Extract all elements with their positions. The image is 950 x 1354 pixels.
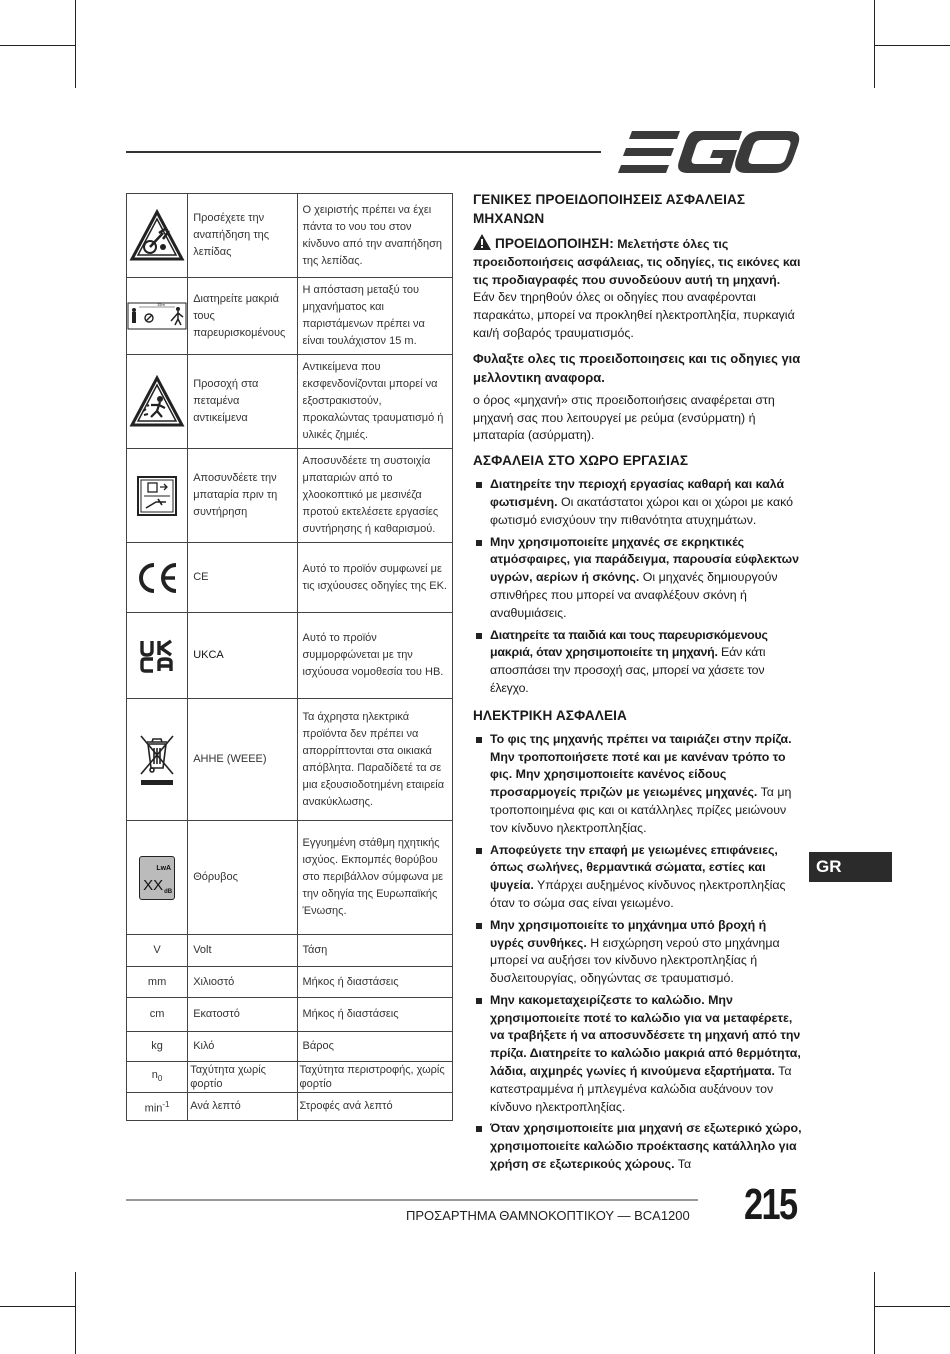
item-text: Τα μη τροποποιημένα φις και οι κατάλληλες πρίζες μειώνουν τον κίνδυνο ηλεκτροπληξίας. bbox=[490, 785, 792, 835]
ce-mark-icon bbox=[135, 561, 179, 595]
noise-label-top: LwA bbox=[156, 864, 172, 872]
safety-text-column bbox=[473, 190, 803, 1180]
unit-meaning: Μήκος ή διαστάσεις bbox=[297, 998, 452, 1032]
bullet-square-icon bbox=[476, 1126, 482, 1132]
heading-electrical-safety: ΗΛΕΚΤΡΙΚΗ ΑΣΦΑΛΕΙΑ bbox=[473, 707, 627, 723]
unit-name: Ταχύτητα χωρίς φορτίο bbox=[188, 1062, 297, 1093]
symbol-meaning: CE bbox=[188, 543, 297, 613]
work-area-list bbox=[473, 476, 803, 698]
symbol-description: Ο χειριστής πρέπει να έχει πάντα το νου του στον κίνδυνο από την αναπήδηση της λεπίδας. bbox=[297, 194, 452, 278]
unit-name: Χιλιοστό bbox=[188, 967, 297, 998]
distance-label: 15m bbox=[157, 302, 165, 307]
table-row bbox=[127, 1062, 453, 1093]
bullet-square-icon bbox=[476, 923, 482, 929]
symbol-description: Αποσυνδέετε τη συστοιχία μπαταριών από το χλοοκοπτικό με μεσινέζα προτού εκτελέσετε εργασίες συντήρησης ή καθαρισμού. bbox=[297, 449, 452, 543]
unit-meaning: Τάση bbox=[297, 935, 452, 967]
unit-symbol: mm bbox=[127, 967, 188, 998]
symbol-meaning: Αποσυνδέετε την μπαταρία πριν τη συντήρηση bbox=[188, 449, 297, 543]
bullet-square-icon bbox=[476, 482, 482, 488]
table-row bbox=[127, 355, 453, 449]
warning-text: Εάν δεν τηρηθούν όλες οι οδηγίες που αναφέρονται παρακάτω, μπορεί να προκληθεί ηλεκτροπληξία, πυρκαγιά και/ή σοβαρός τραυματισμός. bbox=[473, 290, 795, 340]
weee-bin-icon bbox=[138, 732, 176, 788]
item-text: Η εισχώρηση νερού στο μηχάνημα μπορεί να αυξήσει τον κίνδυνο ηλεκτροπληξίας ή δυσλειτουργίας, οδηγώντας σε τραυματισμό. bbox=[490, 935, 780, 986]
unit-symbol-main: n bbox=[151, 1068, 158, 1081]
table-row bbox=[127, 613, 453, 699]
table-cell-icon bbox=[127, 194, 188, 278]
list-item bbox=[473, 1120, 803, 1173]
list-item bbox=[473, 917, 803, 988]
table-cell-icon bbox=[127, 449, 188, 543]
blade-kickback-warning-icon bbox=[129, 209, 185, 263]
crop-mark bbox=[874, 1272, 875, 1354]
warning-paragraph bbox=[473, 234, 803, 343]
keep-bystanders-away-icon bbox=[127, 301, 187, 331]
list-item bbox=[473, 731, 803, 838]
item-text: Υπάρχει αυξημένος κίνδυνος ηλεκτροπληξίας όταν το σώμα σας είναι γειωμένο. bbox=[490, 878, 786, 910]
table-row bbox=[127, 998, 453, 1032]
table-cell-icon bbox=[127, 699, 188, 821]
item-bold: Μην χρησιμοποιείτε μηχανές σε εκρηκτικές ατμόσφαιρες, για παράδειγμα, παρουσία εύφλεκτων υγρών, αερίων ή σκόνης. bbox=[490, 534, 800, 585]
unit-symbol-main: min bbox=[144, 1102, 163, 1115]
table-cell-icon bbox=[127, 543, 188, 613]
symbol-description: Εγγυημένη στάθμη ηχητικής ισχύος. Εκπομπές θορύβου στο περιβάλλον σύμφωνα με την οδηγία της Ευρωπαϊκής Ένωσης. bbox=[297, 821, 452, 935]
language-tab: GR bbox=[809, 852, 892, 882]
symbols-table bbox=[126, 193, 453, 1121]
symbol-description: Τα άχρηστα ηλεκτρικά προϊόντα δεν πρέπει να απορρίπτονται στα οικιακά απόβλητα. Παραδίδετέ τα σε μια εξουσιοδοτημένη εταιρεία ανακύκλωσης. bbox=[297, 699, 452, 821]
table-row bbox=[127, 194, 453, 278]
unit-name: Κιλό bbox=[188, 1032, 297, 1062]
table-row bbox=[127, 1093, 453, 1121]
ego-logo bbox=[618, 131, 800, 173]
crop-mark bbox=[75, 1272, 76, 1354]
symbol-meaning: Θόρυβος bbox=[188, 821, 297, 935]
table-row bbox=[127, 1032, 453, 1062]
item-text: Εάν κάτι αποσπάσει την προσοχή σας, μπορεί να χάσετε τον έλεγχο. bbox=[490, 645, 766, 695]
crop-mark bbox=[874, 1306, 950, 1307]
unit-meaning: Μήκος ή διαστάσεις bbox=[297, 967, 452, 998]
list-item bbox=[473, 627, 803, 698]
symbol-description: Αντικείμενα που εκσφενδονίζονται μπορεί να εξοστρακιστούν, προκαλώντας τραυματισμό ή υλικές ζημιές. bbox=[297, 355, 452, 449]
item-bold: Μην χρησιμοποιείτε το μηχάνημα υπό βροχή ή υγρές συνθήκες. bbox=[490, 917, 767, 950]
noise-level-icon bbox=[139, 856, 175, 900]
unit-symbol-sup: -1 bbox=[162, 1099, 170, 1109]
table-row bbox=[127, 821, 453, 935]
list-item bbox=[473, 534, 803, 623]
unit-meaning: Ταχύτητα περιστροφής, χωρίς φορτίο bbox=[297, 1062, 452, 1093]
thrown-objects-warning-icon bbox=[129, 375, 185, 429]
item-text: Οι μηχανές δημιουργούν σπινθήρες που μπορεί να αναφλέξουν σκόνη ή αναθυμιάσεις. bbox=[490, 570, 778, 620]
item-text: Οι ακατάστατοι χώροι και οι χώροι με κακό φωτισμό ενισχύουν την πιθανότητα ατυχημάτων. bbox=[490, 494, 794, 527]
noise-label-unit: dB bbox=[164, 888, 173, 895]
table-row bbox=[127, 449, 453, 543]
table-cell-icon bbox=[127, 821, 188, 935]
crop-mark bbox=[75, 0, 76, 88]
symbol-meaning: Προσέχετε την αναπήδηση της λεπίδας bbox=[188, 194, 297, 278]
noise-label-value: XX bbox=[143, 876, 164, 894]
list-item bbox=[473, 992, 803, 1117]
item-bold: Όταν χρησιμοποιείτε μια μηχανή σε εξωτερικό χώρο, χρησιμοποιείτε καλώδιο προέκτασης κατάλληλο για χρήση σε εξωτερικούς χώρους. bbox=[490, 1121, 802, 1172]
table-row bbox=[127, 967, 453, 998]
bullet-square-icon bbox=[476, 998, 482, 1004]
item-bold: Το φις της μηχανής πρέπει να ταιριάζει στην πρίζα. Μην τροποποιήσετε ποτέ και με κανέναν τρόπο το φις. Μην χρησιμοποιείτε κανένος είδους προσαρμογείς πριζών με γειωμένες μηχανές. bbox=[490, 731, 792, 800]
table-row bbox=[127, 278, 453, 355]
unit-name: Εκατοστό bbox=[188, 998, 297, 1032]
unit-name: Ανά λεπτό bbox=[188, 1093, 297, 1121]
crop-mark bbox=[0, 45, 75, 46]
crop-mark bbox=[874, 45, 950, 46]
item-bold: Μην κακομεταχειρίζεστε το καλώδιο. Μην χρησιμοποιείτε ποτέ το καλώδιο για να μεταφέρετε, να τραβήξετε ή να αποσυνδέσετε τη μηχανή από την πρίζα. Διατηρείτε το καλώδιο μακριά από θερμότητα, λάδια, αιχμηρές γωνίες ή κινούμενα εξαρτήματα. bbox=[490, 992, 801, 1079]
symbol-meaning: Προσοχή στα πεταμένα αντικείμενα bbox=[188, 355, 297, 449]
unit-symbol: cm bbox=[127, 998, 188, 1032]
bullet-square-icon bbox=[476, 540, 482, 546]
unit-symbol: V bbox=[127, 935, 188, 967]
header-rule bbox=[126, 151, 601, 153]
unit-meaning: Βάρος bbox=[297, 1032, 452, 1062]
unit-symbol-sub: 0 bbox=[157, 1074, 163, 1084]
symbol-description: Η απόσταση μεταξύ του μηχανήματος και παριστάμενων πρέπει να είναι τουλάχιστον 15 m. bbox=[297, 278, 452, 355]
warning-label: ΠΡΟΕΙΔΟΠΟΙΗΣΗ: bbox=[495, 236, 614, 251]
table-cell-icon bbox=[127, 278, 188, 355]
unit-meaning: Στροφές ανά λεπτό bbox=[297, 1093, 452, 1121]
list-item bbox=[473, 476, 803, 529]
item-bold: Διατηρείτε την περιοχή εργασίας καθαρή και καλά φωτισμένη. bbox=[490, 477, 785, 509]
table-row bbox=[127, 935, 453, 967]
table-cell-icon bbox=[127, 613, 188, 699]
item-text: Τα bbox=[674, 1157, 692, 1172]
symbol-meaning: ΑΗΗΕ (WEEE) bbox=[188, 699, 297, 821]
table-cell-icon bbox=[127, 355, 188, 449]
unit-name: Volt bbox=[188, 935, 297, 967]
symbol-description: Αυτό το προϊόν συμφωνεί με τις ισχύουσες οδηγίες της ΕΚ. bbox=[297, 543, 452, 613]
page-number: 215 bbox=[744, 1180, 797, 1229]
keep-instructions: Φυλαξτε ολες τις προειδοποιησεις και τις οδηγιες για μελλοντικη αναφορα. bbox=[473, 350, 801, 385]
footer-rule bbox=[126, 1199, 698, 1201]
electrical-list bbox=[473, 731, 803, 1174]
crop-mark bbox=[874, 0, 875, 88]
symbol-meaning: Διατηρείτε μακριά τους παρευρισκομένους bbox=[188, 278, 297, 355]
heading-work-area: ΑΣΦΑΛΕΙΑ ΣΤΟ ΧΩΡΟ ΕΡΓΑΣΙΑΣ bbox=[473, 453, 689, 469]
warning-triangle-icon bbox=[473, 234, 491, 250]
item-bold: Διατηρείτε τα παιδιά και τους παρευρισκόμενους μακριά, όταν χρησιμοποιείτε τη μηχανή. bbox=[490, 627, 768, 660]
item-text: Τα κατεστραμμένα ή μπλεγμένα καλώδια αυξάνουν τον κίνδυνο ηλεκτροπληξίας. bbox=[490, 1064, 792, 1114]
heading-general-warnings: ΓΕΝΙΚΕΣ ΠΡΟΕΙΔΟΠΟΙΗΣΕΙΣ ΑΣΦΑΛΕΙΑΣ ΜΗΧΑΝΩΝ bbox=[473, 192, 746, 226]
footer-title: ΠΡΟΣΑΡΤΗΜΑ ΘΑΜΝΟΚΟΠΤΙΚΟΥ — BCA1200 bbox=[406, 1208, 690, 1223]
symbol-description: Αυτό το προϊόν συμμορφώνεται με την ισχύουσα νομοθεσία του ΗΒ. bbox=[297, 613, 452, 699]
unit-symbol bbox=[127, 1062, 188, 1093]
ukca-mark-icon bbox=[140, 639, 174, 673]
disconnect-battery-icon bbox=[136, 475, 178, 517]
table-row bbox=[127, 699, 453, 821]
bullet-square-icon bbox=[476, 633, 482, 639]
table-row bbox=[127, 543, 453, 613]
unit-symbol bbox=[127, 1093, 188, 1121]
list-item bbox=[473, 842, 803, 913]
bullet-square-icon bbox=[476, 848, 482, 854]
crop-mark bbox=[0, 1306, 75, 1307]
symbol-meaning: UKCA bbox=[188, 613, 297, 699]
warning-bold-text: Μελετήστε όλες τις προειδοποιήσεις ασφάλειας, τις οδηγίες, τις εικόνες και τις προδιαγραφές που συνοδεύουν αυτή τη μηχανή. bbox=[473, 237, 801, 287]
term-definition: ο όρος «μηχανή» στις προειδοποιήσεις αναφέρεται στη μηχανή σας που λειτουργεί με ρεύμα (ενσύρματη) ή μπαταρία (ασύρματη). bbox=[473, 392, 775, 443]
item-bold: Αποφεύγετε την επαφή με γειωμένες επιφάνειες, όπως σωλήνες, θερμαντικά σώματα, εστίες και ψυγεία. bbox=[490, 842, 778, 893]
unit-symbol: kg bbox=[127, 1032, 188, 1062]
bullet-square-icon bbox=[476, 737, 482, 743]
